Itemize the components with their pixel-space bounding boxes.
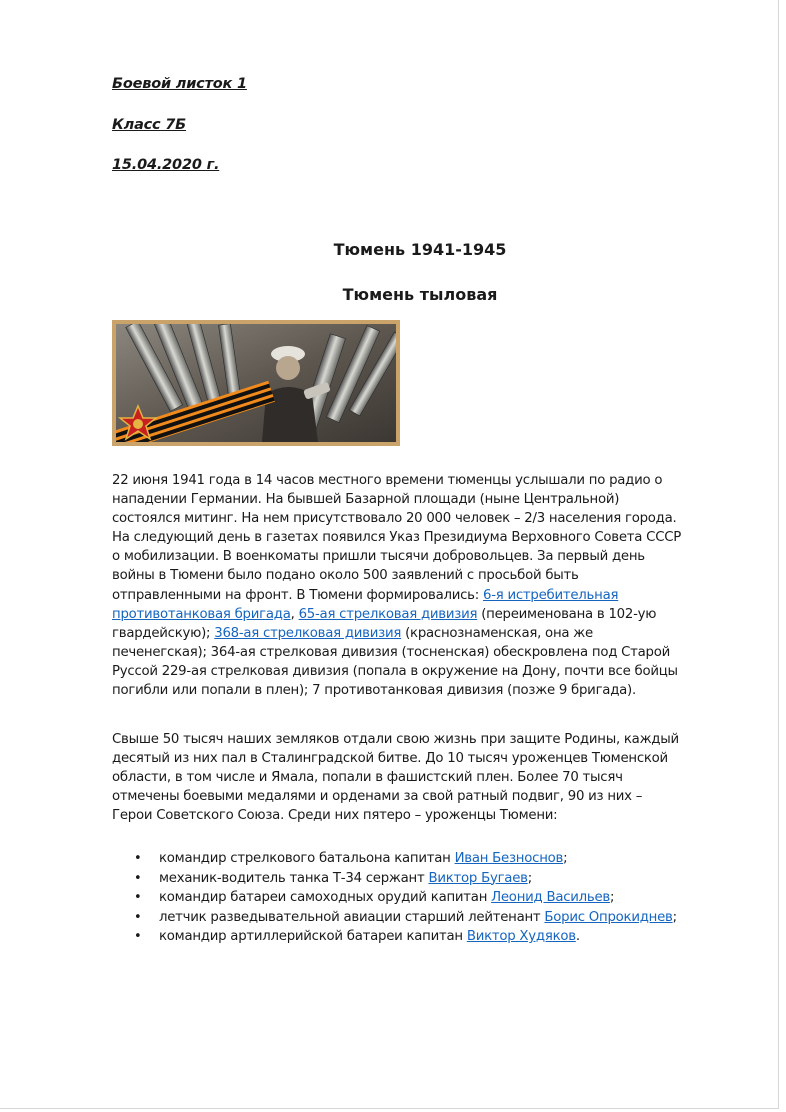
page-subtitle: Тюмень тыловая [342,285,498,304]
bullet-icon: • [134,909,142,925]
war-photo-image [116,324,396,442]
bullet-icon: • [134,870,142,886]
war-photo [112,320,400,446]
link-hero-bugaev[interactable]: Виктор Бугаев [428,870,528,886]
paragraph-losses: Свыше 50 тысяч наших земляков отдали свою жизнь при защите Родины, каждый десятый из них пал в Сталинградской битве. До 10 тысяч уроженцев Тюменской области, в том числе и Ямала, попали в фашистский плен. Более 70 тысяч отмечены боевыми медалями и орденами за свой ратный подвиг, 90 из них – Герои Советского Союза. Среди них пятеро – уроженцы Тюмени: [112,732,679,824]
class-label: Класс 7Б [112,117,187,133]
list-item: • командир батареи самоходных орудий капитан Леонид Васильев; [112,888,712,908]
sheet-title: Боевой листок 1 [112,76,247,92]
list-item: • летчик разведывательной авиации старший лейтенант Борис Опрокиднев; [112,908,712,928]
paragraph-mobilization: 22 июня 1941 года в 14 часов местного времени тюменцы услышали по радио о нападении Германии. На бывшей Базарной площади (ныне Центральной) состоялся митинг. На нем присутствовало 20 000 человек – 2/3 населения города. На следующий день в газетах появился Указ Президиума Верховного Совета СССР о мобилизации. В военкоматы пришли тысячи добровольцев. За первый день войны в Тюмени было подано около 500 заявлений с просьбой быть отправленными на фронт. В Тюмени формировались: 6-я истребительная противотанковая бригада, 65-ая стрелковая дивизия (переименована в 102-ую гвардейскую); 368-ая стрелковая дивизия (краснознаменская, она же печенегская); 364-ая стрелковая дивизия (тосненская) обескровлена под Старой Руссой 229-ая стрелковая дивизия (попала в окружение на Дону, почти все бойцы погибли или попали в плен); 7 противотанковая дивизия (позже 9 бригада). [112,473,682,699]
link-65th-rifle-division[interactable]: 65-ая стрелковая дивизия [298,606,478,622]
bullet-icon: • [134,929,142,944]
date-label: 15.04.2020 г. [112,157,220,173]
bullet-icon: • [134,890,142,905]
list-item: • командир стрелкового батальона капитан Иван Безноснов; [112,849,712,869]
list-item: • механик-водитель танка Т-34 сержант Виктор Бугаев; [112,869,712,889]
link-hero-vasiliev[interactable]: Леонид Васильев [491,890,611,905]
page-title: Тюмень 1941-1945 [333,240,507,259]
list-item: • командир артиллерийской батареи капитан Виктор Худяков. [112,927,712,947]
link-hero-oprokidnev[interactable]: Борис Опрокиднев [544,909,673,925]
link-hero-beznosnov[interactable]: Иван Безноснов [454,851,564,866]
link-6th-antitank-brigade[interactable]: 6-я истребительная противотанковая бригада [112,587,619,622]
link-368th-rifle-division[interactable]: 368-ая стрелковая дивизия [214,625,402,641]
link-hero-khudyakov[interactable]: Виктор Худяков [466,929,576,944]
heroes-list [112,849,712,947]
bullet-icon: • [134,851,142,866]
